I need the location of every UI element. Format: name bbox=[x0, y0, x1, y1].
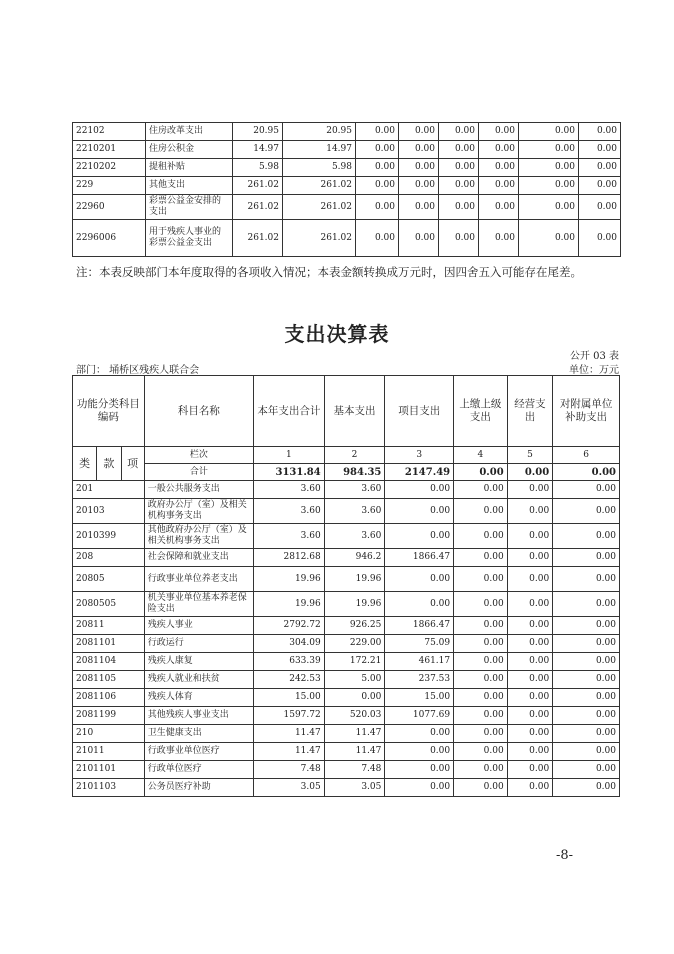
row-value: 0.00 bbox=[439, 159, 479, 177]
header-col: 经营支出 bbox=[507, 376, 552, 447]
row-value: 3.60 bbox=[324, 524, 385, 549]
row-value: 172.21 bbox=[324, 653, 385, 671]
row-value: 0.00 bbox=[519, 141, 579, 159]
form-number: 公开 03 表 bbox=[569, 351, 619, 362]
table-row bbox=[73, 617, 620, 635]
row-value: 0.00 bbox=[553, 549, 620, 567]
row-value: 0.00 bbox=[454, 653, 508, 671]
row-value: 0.00 bbox=[553, 761, 620, 779]
lanci-label: 栏次 bbox=[144, 447, 253, 464]
row-value: 0.00 bbox=[519, 177, 579, 195]
row-value: 0.00 bbox=[553, 617, 620, 635]
row-name: 行政事业单位医疗 bbox=[144, 743, 253, 761]
row-name: 一般公共服务支出 bbox=[144, 481, 253, 499]
header-col: 上缴上级支出 bbox=[454, 376, 508, 447]
row-value: 0.00 bbox=[553, 481, 620, 499]
row-code: 2101101 bbox=[73, 761, 145, 779]
row-value: 0.00 bbox=[454, 779, 508, 797]
table-row bbox=[73, 499, 620, 524]
column-number: 3 bbox=[385, 447, 454, 464]
column-number: 4 bbox=[454, 447, 508, 464]
row-value: 0.00 bbox=[553, 671, 620, 689]
row-value: 11.47 bbox=[324, 725, 385, 743]
row-name: 社会保障和就业支出 bbox=[144, 549, 253, 567]
table-row bbox=[73, 671, 620, 689]
row-value: 0.00 bbox=[385, 592, 454, 617]
row-name: 用于残疾人事业的彩票公益金支出 bbox=[146, 220, 233, 257]
lei-label: 类 bbox=[73, 447, 97, 481]
row-value: 0.00 bbox=[507, 779, 552, 797]
row-value: 0.00 bbox=[454, 671, 508, 689]
row-value: 19.96 bbox=[324, 567, 385, 592]
row-value: 261.02 bbox=[233, 220, 283, 257]
row-code: 210 bbox=[73, 725, 145, 743]
row-value: 0.00 bbox=[553, 567, 620, 592]
row-value: 0.00 bbox=[507, 524, 552, 549]
row-value: 11.47 bbox=[253, 725, 324, 743]
row-value: 0.00 bbox=[385, 524, 454, 549]
header-name: 科目名称 bbox=[144, 376, 253, 447]
row-value: 0.00 bbox=[439, 195, 479, 220]
total-value: 0.00 bbox=[507, 464, 552, 481]
row-value: 2812.68 bbox=[253, 549, 324, 567]
row-value: 304.09 bbox=[253, 635, 324, 653]
table-row bbox=[73, 549, 620, 567]
row-value: 14.97 bbox=[233, 141, 283, 159]
row-value: 0.00 bbox=[553, 653, 620, 671]
row-value: 0.00 bbox=[507, 725, 552, 743]
row-code: 20811 bbox=[73, 617, 145, 635]
row-value: 0.00 bbox=[356, 177, 399, 195]
row-value: 0.00 bbox=[399, 177, 439, 195]
row-code: 2210202 bbox=[73, 159, 146, 177]
unit-label: 单位：万元 bbox=[569, 365, 619, 376]
row-value: 0.00 bbox=[579, 177, 621, 195]
row-value: 0.00 bbox=[454, 524, 508, 549]
row-value: 261.02 bbox=[233, 195, 283, 220]
row-value: 0.00 bbox=[553, 743, 620, 761]
row-value: 1597.72 bbox=[253, 707, 324, 725]
row-name: 公务员医疗补助 bbox=[144, 779, 253, 797]
row-name: 机关事业单位基本养老保险支出 bbox=[144, 592, 253, 617]
row-name: 住房公积金 bbox=[146, 141, 233, 159]
table-row bbox=[73, 220, 621, 257]
row-code: 2081104 bbox=[73, 653, 145, 671]
row-value: 0.00 bbox=[579, 195, 621, 220]
xiang-label: 项 bbox=[121, 447, 144, 481]
row-code: 2101103 bbox=[73, 779, 145, 797]
row-value: 0.00 bbox=[507, 592, 552, 617]
row-value: 0.00 bbox=[399, 220, 439, 257]
row-value: 0.00 bbox=[507, 653, 552, 671]
row-value: 242.53 bbox=[253, 671, 324, 689]
row-value: 20.95 bbox=[233, 123, 283, 141]
row-value: 0.00 bbox=[385, 499, 454, 524]
row-value: 0.00 bbox=[454, 617, 508, 635]
row-code: 2080505 bbox=[73, 592, 145, 617]
row-value: 0.00 bbox=[356, 195, 399, 220]
column-number: 6 bbox=[553, 447, 620, 464]
row-value: 7.48 bbox=[253, 761, 324, 779]
total-label: 合计 bbox=[144, 464, 253, 481]
row-value: 0.00 bbox=[519, 195, 579, 220]
row-value: 0.00 bbox=[553, 725, 620, 743]
row-code: 2296006 bbox=[73, 220, 146, 257]
row-name: 其他支出 bbox=[146, 177, 233, 195]
row-value: 0.00 bbox=[519, 123, 579, 141]
row-value: 0.00 bbox=[479, 123, 519, 141]
row-value: 0.00 bbox=[579, 123, 621, 141]
page-number: -8- bbox=[555, 848, 574, 863]
row-name: 残疾人体育 bbox=[144, 689, 253, 707]
row-value: 0.00 bbox=[399, 159, 439, 177]
row-code: 2081105 bbox=[73, 671, 145, 689]
row-code: 2081101 bbox=[73, 635, 145, 653]
row-value: 0.00 bbox=[439, 220, 479, 257]
row-value: 0.00 bbox=[579, 159, 621, 177]
row-code: 229 bbox=[73, 177, 146, 195]
table-row bbox=[73, 141, 621, 159]
header-col: 项目支出 bbox=[385, 376, 454, 447]
row-value: 0.00 bbox=[507, 635, 552, 653]
row-value: 0.00 bbox=[519, 159, 579, 177]
expenditure-table bbox=[72, 375, 620, 797]
row-value: 0.00 bbox=[399, 123, 439, 141]
row-value: 0.00 bbox=[579, 220, 621, 257]
row-value: 0.00 bbox=[507, 499, 552, 524]
row-value: 5.98 bbox=[283, 159, 356, 177]
row-value: 0.00 bbox=[553, 524, 620, 549]
row-name: 残疾人事业 bbox=[144, 617, 253, 635]
row-value: 0.00 bbox=[385, 481, 454, 499]
table-row bbox=[73, 592, 620, 617]
row-code: 20103 bbox=[73, 499, 145, 524]
row-value: 3.60 bbox=[253, 481, 324, 499]
row-value: 0.00 bbox=[385, 567, 454, 592]
row-value: 0.00 bbox=[507, 617, 552, 635]
row-value: 261.02 bbox=[283, 177, 356, 195]
table-row bbox=[73, 159, 621, 177]
row-value: 5.98 bbox=[233, 159, 283, 177]
row-name: 行政运行 bbox=[144, 635, 253, 653]
row-value: 19.96 bbox=[253, 567, 324, 592]
row-code: 2010399 bbox=[73, 524, 145, 549]
row-value: 0.00 bbox=[507, 567, 552, 592]
row-value: 3.05 bbox=[324, 779, 385, 797]
row-value: 0.00 bbox=[454, 761, 508, 779]
row-value: 0.00 bbox=[324, 689, 385, 707]
row-value: 15.00 bbox=[385, 689, 454, 707]
table-row bbox=[73, 725, 620, 743]
row-value: 261.02 bbox=[233, 177, 283, 195]
income-table-continued bbox=[72, 122, 621, 257]
row-value: 0.00 bbox=[519, 220, 579, 257]
row-code: 2210201 bbox=[73, 141, 146, 159]
row-value: 0.00 bbox=[439, 141, 479, 159]
row-value: 0.00 bbox=[479, 141, 519, 159]
row-value: 0.00 bbox=[479, 159, 519, 177]
row-value: 1866.47 bbox=[385, 617, 454, 635]
row-value: 0.00 bbox=[385, 779, 454, 797]
row-code: 20805 bbox=[73, 567, 145, 592]
table-row bbox=[73, 524, 620, 549]
table-row bbox=[73, 635, 620, 653]
row-value: 0.00 bbox=[356, 123, 399, 141]
row-value: 0.00 bbox=[385, 761, 454, 779]
row-code: 201 bbox=[73, 481, 145, 499]
row-value: 0.00 bbox=[454, 689, 508, 707]
row-value: 229.00 bbox=[324, 635, 385, 653]
row-value: 0.00 bbox=[454, 743, 508, 761]
row-value: 0.00 bbox=[399, 141, 439, 159]
row-value: 1077.69 bbox=[385, 707, 454, 725]
row-value: 2792.72 bbox=[253, 617, 324, 635]
row-value: 0.00 bbox=[385, 743, 454, 761]
row-name: 行政单位医疗 bbox=[144, 761, 253, 779]
column-number: 5 bbox=[507, 447, 552, 464]
column-number: 2 bbox=[324, 447, 385, 464]
table-row bbox=[73, 707, 620, 725]
header-code: 功能分类科目编码 bbox=[73, 376, 145, 447]
row-name: 彩票公益金安排的支出 bbox=[146, 195, 233, 220]
row-value: 0.00 bbox=[356, 141, 399, 159]
row-value: 11.47 bbox=[324, 743, 385, 761]
row-value: 0.00 bbox=[479, 177, 519, 195]
row-value: 0.00 bbox=[454, 725, 508, 743]
total-value: 0.00 bbox=[454, 464, 508, 481]
total-value: 984.35 bbox=[324, 464, 385, 481]
row-value: 261.02 bbox=[283, 195, 356, 220]
row-value: 0.00 bbox=[507, 549, 552, 567]
row-value: 0.00 bbox=[507, 707, 552, 725]
row-name: 住房改革支出 bbox=[146, 123, 233, 141]
row-value: 0.00 bbox=[454, 592, 508, 617]
row-value: 3.60 bbox=[253, 524, 324, 549]
row-value: 0.00 bbox=[553, 707, 620, 725]
row-value: 0.00 bbox=[507, 743, 552, 761]
row-value: 5.00 bbox=[324, 671, 385, 689]
total-value: 3131.84 bbox=[253, 464, 324, 481]
row-code: 22960 bbox=[73, 195, 146, 220]
row-value: 0.00 bbox=[454, 707, 508, 725]
row-code: 2081106 bbox=[73, 689, 145, 707]
row-value: 461.17 bbox=[385, 653, 454, 671]
row-value: 11.47 bbox=[253, 743, 324, 761]
total-value: 2147.49 bbox=[385, 464, 454, 481]
row-value: 0.00 bbox=[507, 761, 552, 779]
row-code: 208 bbox=[73, 549, 145, 567]
row-value: 14.97 bbox=[283, 141, 356, 159]
row-value: 0.00 bbox=[553, 779, 620, 797]
row-code: 2081199 bbox=[73, 707, 145, 725]
row-value: 0.00 bbox=[553, 592, 620, 617]
page-title: 支出决算表 bbox=[284, 322, 390, 346]
row-value: 75.09 bbox=[385, 635, 454, 653]
row-value: 0.00 bbox=[454, 549, 508, 567]
table-row bbox=[73, 653, 620, 671]
table-row bbox=[73, 689, 620, 707]
row-value: 0.00 bbox=[507, 689, 552, 707]
row-name: 残疾人康复 bbox=[144, 653, 253, 671]
row-code: 21011 bbox=[73, 743, 145, 761]
table-row bbox=[73, 177, 621, 195]
row-value: 0.00 bbox=[553, 635, 620, 653]
row-value: 0.00 bbox=[507, 671, 552, 689]
table-row bbox=[73, 567, 620, 592]
row-value: 0.00 bbox=[579, 141, 621, 159]
table-row bbox=[73, 195, 621, 220]
row-value: 0.00 bbox=[399, 195, 439, 220]
row-value: 0.00 bbox=[385, 725, 454, 743]
header-col: 对附属单位补助支出 bbox=[553, 376, 620, 447]
row-value: 3.60 bbox=[253, 499, 324, 524]
row-value: 237.53 bbox=[385, 671, 454, 689]
row-value: 261.02 bbox=[283, 220, 356, 257]
row-value: 20.95 bbox=[283, 123, 356, 141]
row-value: 520.03 bbox=[324, 707, 385, 725]
row-value: 0.00 bbox=[553, 689, 620, 707]
table-row bbox=[73, 761, 620, 779]
row-value: 0.00 bbox=[439, 177, 479, 195]
row-value: 19.96 bbox=[253, 592, 324, 617]
row-value: 0.00 bbox=[479, 195, 519, 220]
table-note: 注：本表反映部门本年度取得的各项收入情况；本表金额转换成万元时，因四舍五入可能存在尾差。 bbox=[76, 265, 582, 279]
row-name: 政府办公厅（室）及相关机构事务支出 bbox=[144, 499, 253, 524]
column-number-row bbox=[73, 447, 620, 464]
row-value: 0.00 bbox=[454, 499, 508, 524]
row-value: 633.39 bbox=[253, 653, 324, 671]
row-name: 提租补贴 bbox=[146, 159, 233, 177]
row-name: 卫生健康支出 bbox=[144, 725, 253, 743]
row-value: 0.00 bbox=[454, 481, 508, 499]
header-col: 本年支出合计 bbox=[253, 376, 324, 447]
row-code: 22102 bbox=[73, 123, 146, 141]
row-value: 0.00 bbox=[439, 123, 479, 141]
department-label: 部门： 埇桥区残疾人联合会 bbox=[76, 365, 200, 376]
table-row bbox=[73, 481, 620, 499]
header-col: 基本支出 bbox=[324, 376, 385, 447]
row-name: 其他政府办公厅（室）及相关机构事务支出 bbox=[144, 524, 253, 549]
row-value: 946.2 bbox=[324, 549, 385, 567]
row-value: 0.00 bbox=[553, 499, 620, 524]
row-value: 0.00 bbox=[356, 159, 399, 177]
row-value: 3.60 bbox=[324, 499, 385, 524]
row-value: 3.05 bbox=[253, 779, 324, 797]
header-row bbox=[73, 376, 620, 447]
table-row bbox=[73, 779, 620, 797]
row-value: 0.00 bbox=[507, 481, 552, 499]
row-value: 0.00 bbox=[454, 635, 508, 653]
kuan-label: 款 bbox=[97, 447, 121, 481]
row-value: 0.00 bbox=[454, 567, 508, 592]
table-row bbox=[73, 743, 620, 761]
row-value: 15.00 bbox=[253, 689, 324, 707]
total-value: 0.00 bbox=[553, 464, 620, 481]
row-value: 7.48 bbox=[324, 761, 385, 779]
column-number: 1 bbox=[253, 447, 324, 464]
row-name: 行政事业单位养老支出 bbox=[144, 567, 253, 592]
row-value: 1866.47 bbox=[385, 549, 454, 567]
row-value: 19.96 bbox=[324, 592, 385, 617]
row-value: 0.00 bbox=[479, 220, 519, 257]
row-value: 3.60 bbox=[324, 481, 385, 499]
row-name: 残疾人就业和扶贫 bbox=[144, 671, 253, 689]
row-name: 其他残疾人事业支出 bbox=[144, 707, 253, 725]
table-row bbox=[73, 123, 621, 141]
total-row bbox=[73, 464, 620, 481]
row-value: 926.25 bbox=[324, 617, 385, 635]
row-value: 0.00 bbox=[356, 220, 399, 257]
